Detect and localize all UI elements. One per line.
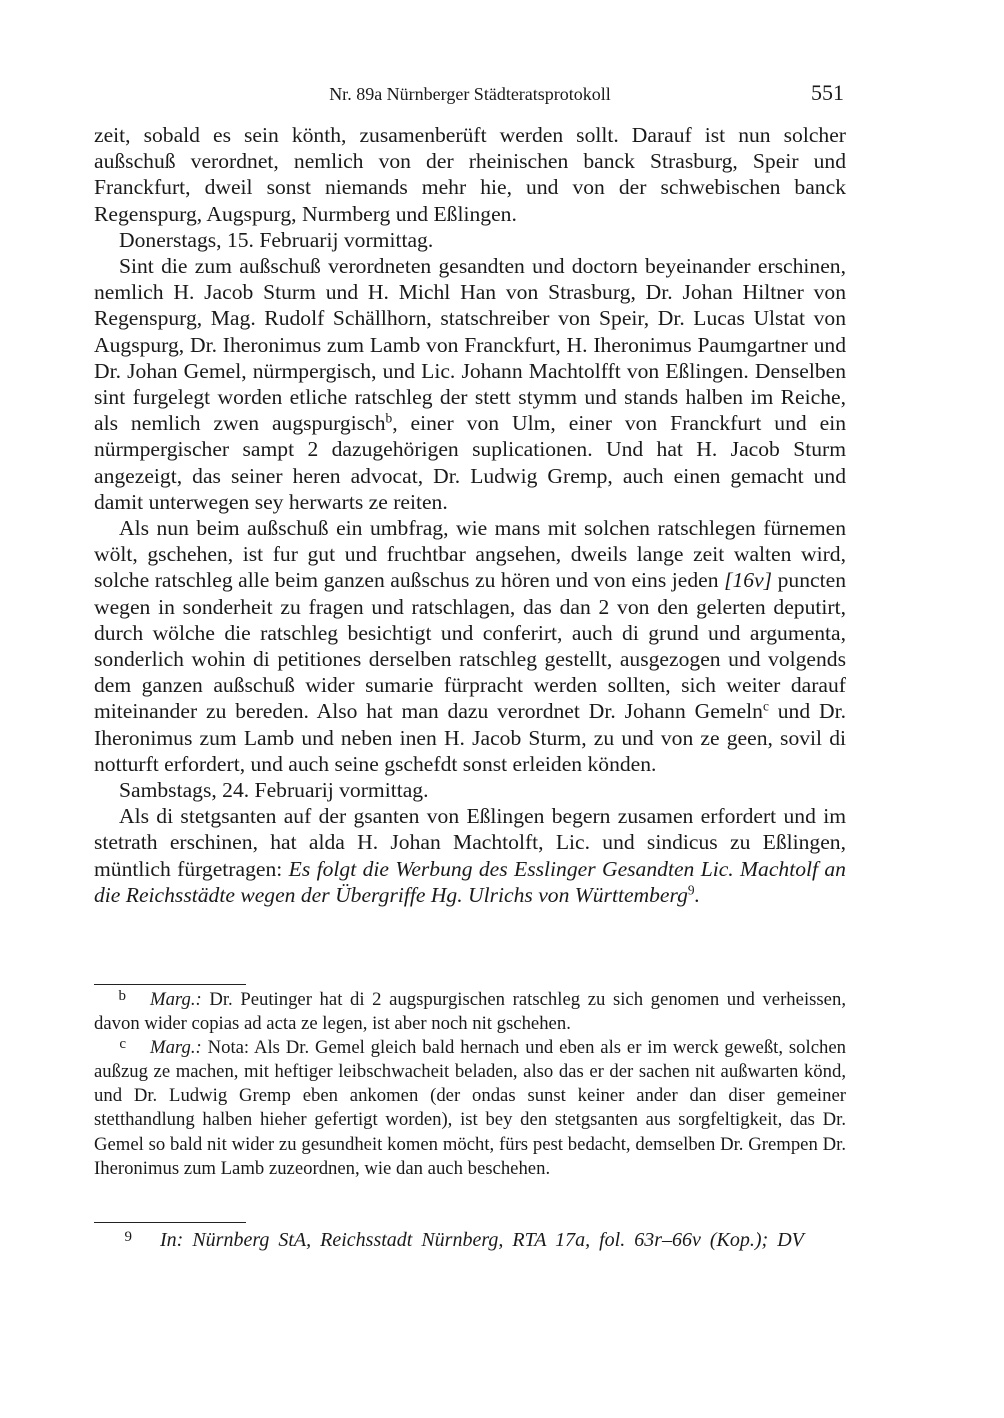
note-text: Nota: Als Dr. Gemel gleich bald hernach und eben als er im werck geweßt, solchen außzug ze machen, mit heftiger leibschwacheit beladen, also das er der sachen nit außwarten kӧnd, und Dr. Ludwig Gremp eben ankomen (der ondas sunst keiner ander dan diser gemeiner stetthandlung halben hieher gefertigt worden), ist bey den stetgsanten aus sorgfeltigkeit, das Dr. Gemel so bald nit wider zu gesundheit komen mӧcht, fürs pest bedacht, demselben Dr. Grempen Dr. Iheronimus zum Lamb zuzeordnen, wie dan auch beschehen. [94,1037,846,1179]
paragraph-text: zeit, sobald es sein kӧnth, zusamenberüft werden sollt. Darauf ist nun solcher außschuß verordnet, nemlich von der rheinischen banck Strasburg, Speir und Franckfurt, dweil sonst niemands mehr hie, und von der schwebischen banck Regenspurg, Augspurg, Nurmberg und Eßlingen. [94,123,846,226]
paragraph-text: Als di stetgsanten auf der gsanten von Eßlingen begern zusamen erfordert und im stetrath erschinen, hat alda H. Johan Machtolft, Lic. und sindicus zu Eßlingen, müntlich fürgetragen: [94,804,846,881]
page-number: 551 [811,80,844,105]
paragraph-continuation [94,122,846,227]
textual-note: c Marg.: Nota: Als Dr. Gemel gleich bald hernach und eben als er im werck geweßt, solchen außzug ze machen, mit heftiger leibschwacheit beladen, also das er der sachen nit außwarten kӧnd, und Dr. Ludwig Gremp eben ankomen (der ondas sunst keiner ander dan diser gemeiner stetthandlung halben hieher gefertigt worden), ist bey den stetgsanten aus sorgfeltigkeit, das Dr. Gemel so bald nit wider zu gesundheit komen mӧcht, fürs pest bedacht, demselben Dr. Grempen Dr. Iheronimus zum Lamb zuzeordnen, wie dan auch beschehen. [94,1035,846,1179]
notes-separator [94,984,246,985]
paragraph-text: und Dr. Iheronimus zum Lamb und neben inen H. Jacob Sturm, zu und von ze geen, sovil di notturft erfordert, und auch seine gschefdt sonst erleiden kӧnden. [94,699,846,776]
date-heading-saturday [94,777,846,803]
textual-note: b Marg.: Dr. Peutinger hat di 2 augspurgischen ratschleg zu sich genomen und verheissen, davon wider copias ad acta ze legen, ist aber noch nit gschehen. [94,987,846,1035]
footnote: 9 In: Nürnberg StA, Reichsstadt Nürnberg, RTA 17a, fol. 63r–66v (Kop.); DV [124,1228,804,1251]
note-label: Marg.: [150,1037,202,1059]
paragraph-text: puncten wegen in sonderheit zu fragen und ratschlagen, das dan 2 von den gelerten deputirt, durch wӧlche die ratschleg besichtigt und conferirt, auch di grund und argumenta, sonderlich wohin di petitiones derselben ratschleg gestellt, ausgezogen und volgends dem ganzen außschuß wider sumarie fürpracht werden sollten, sich weiter darauf miteinander zu bereden. Also hat man dazu verordnet Dr. Johann Gemeln [94,568,846,724]
paragraph-deliberation [94,515,846,777]
paragraph-text: Als nun beim außschuß ein umbfrag, wie mans mit solchen ratschlegen fürnemen wӧlt, gschehen, ist fur gut und fruchtbar angsehen, dweils lange zeit walten wird, solche ratschleg alle beim ganzen außschus zu hӧren und von eins jeden [94,516,846,593]
sentence-end: . [694,882,701,907]
main-text [94,122,846,908]
textual-notes [94,988,846,1181]
paragraph-esslingen [94,803,846,908]
footnote-separator [94,1222,246,1223]
footnote-reference[interactable]: 9 [687,882,695,898]
running-header [94,80,846,110]
paragraph-text: , einer von Ulm, einer von Franckfurt und ein nürmpergischer sampt 2 dazugehӧrigen suplicationen. Und hat H. Jacob Sturm angezeigt, das seiner heren advocat, Dr. Ludwig Gremp, auch einen gemacht und damit unterwegen sey herwarts ze reiten. [94,411,846,514]
folio-marker: [16v] [724,568,773,593]
paragraph-text: Sint die zum außschuß verordneten gesandten und doctorn beyeinander erschinen, nemlich H. Jacob Sturm und H. Michl Han von Strasburg, Dr. Johan Hiltner von Regenspurg, Mag. Rudolf Schällhorn, statschreiber von Speir, Dr. Lucas Ulstat von Augspurg, Dr. Iheronimus zum Lamb von Franckfurt, H. Iheronimus Paumgartner und Dr. Johan Gemel, nürmpergisch, und Lic. Johann Machtolfft von Eßlingen. Denselben sint furgelegt worden etliche ratschleg der stett stymm und stands halben im Reiche, als nemlich zwen augspurgisch [94,254,846,436]
date-text: Donerstags, 15. Februarij vormittag. [119,227,434,252]
marginal-note-mark[interactable]: c [762,699,769,715]
running-title: Nr. 89a Nürnberger Städteratsprotokoll [329,84,611,104]
note-text: Dr. Peutinger hat di 2 augspurgischen ratschleg zu sich genomen und verheissen, davon wider copias ad acta ze legen, ist aber noch nit gschehen. [94,989,846,1035]
editorial-summary: Es folgt die Werbung des Esslinger Gesandten Lic. Machtolf an die Reichsstädte wegen der Übergriffe Hg. Ulrichs von Württemberg [94,856,846,907]
paragraph-committee [94,253,846,515]
date-text: Sambstags, 24. Februarij vormittag. [119,778,429,803]
footnote-text: In: Nürnberg StA, Reichsstadt Nürnberg, RTA 17a, fol. 63r–66v (Kop.); DV [160,1229,804,1251]
note-label: Marg.: [150,989,202,1010]
date-heading-thursday [94,227,846,253]
marginal-note-mark[interactable]: b [385,410,393,426]
